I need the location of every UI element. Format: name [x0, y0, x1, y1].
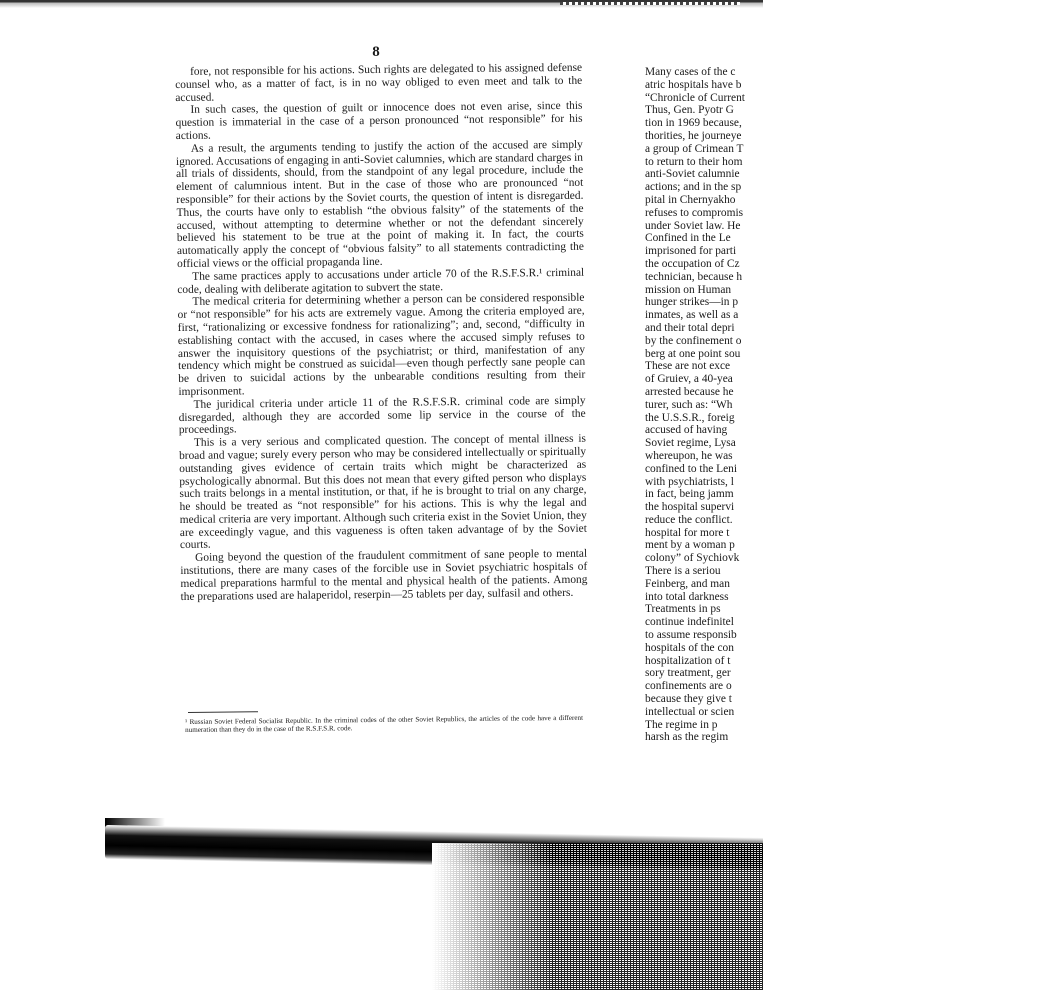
right-column-line: in fact, being jamm: [645, 488, 734, 501]
right-column-line: and their total depri: [645, 321, 735, 334]
paragraph: The juridical criteria under article 11 of the R.S.F.S.R. criminal code are simply disregarded, although they are accorded some lip service in the course of the proceedings.: [178, 394, 586, 437]
paragraph: The same practices apply to accusations under article 70 of the R.S.F.S.R.¹ criminal code, dealing with deliberate agitation to subvert the state.: [177, 266, 585, 296]
right-column-line: ment by a woman p: [645, 539, 735, 552]
right-column-line: whereupon, he was: [645, 449, 733, 462]
right-column-line: reduce the conflict.: [645, 513, 733, 526]
right-column-line: with psychiatrists, l: [645, 475, 734, 488]
scan-top-dots: [560, 2, 740, 5]
right-column-line: technician, because h: [645, 270, 743, 283]
right-column-line: of Gruiev, a 40-yea: [645, 373, 733, 386]
right-column-line: the hospital supervi: [645, 501, 735, 514]
right-column-line: to assume responsib: [645, 629, 737, 642]
right-column-line: actions; and in the sp: [645, 181, 742, 194]
right-column-line: imprisoned for parti: [645, 245, 737, 258]
right-column-line: into total darkness: [645, 590, 729, 603]
right-column-line: accused of having: [645, 424, 728, 437]
footnote: ¹ Russian Soviet Federal Socialist Republic. In the criminal codes of the other Soviet Republics, the articles of the code have a different numeration than they do in the case of the R.S.F.S.R. code.: [185, 713, 584, 734]
page-number: 8: [372, 44, 380, 60]
right-column-line: a group of Crimean T: [645, 142, 744, 155]
right-column-line: turer, such as: “Wh: [645, 398, 733, 411]
right-column-line: Thus, Gen. Pyotr G: [645, 104, 734, 117]
right-column-line: under Soviet law. He: [645, 219, 741, 232]
footnote-divider: [188, 711, 258, 713]
right-column-line: refuses to compromis: [645, 206, 744, 219]
right-column-line: The regime in p: [645, 718, 718, 731]
right-column-line: confinements are o: [645, 680, 732, 693]
right-column-line: colony” of Sychiovk: [645, 552, 740, 565]
right-column-line: arrested because he: [645, 385, 734, 398]
right-column-line: atric hospitals have b: [645, 78, 742, 91]
right-column-line: the occupation of Cz: [645, 257, 740, 270]
right-column-line: because they give t: [645, 693, 732, 706]
right-column-line: by the confinement o: [645, 334, 742, 347]
paragraph: As a result, the arguments tending to justify the action of the accused are simply ignored. Accusations of engaging in anti-Soviet calumnies, which are standard charges in all trials of dissidents, should, from the standpoint of any legal procedure, include the element of calumnious intent. But in the case of those who are pronounced “not responsible” for their actions by the Soviet courts, the question of intent is disregarded. Thus, the courts have only to establish “the obvious falsity” of the statements of the accused, without attempting to determine whether or not the defendant sincerely believed his statement to be true at the point of making it. In fact, the courts automatically apply the concept of “obvious falsity” to all statements contradicting the official views or the official propaganda line.: [175, 138, 584, 270]
right-column-line: hospitalization of t: [645, 654, 731, 667]
right-column-line: continue indefinitel: [645, 616, 734, 629]
paragraph: This is a very serious and complicated question. The concept of mental illness is broad and vague; surely every person who may be considered intellectually or spiritually outstanding gives evidence of certain traits which might be characterized as psychologically abnormal. But this does not mean that every gifted person who displays such traits belongs in a mental institution, or that, if he is brought to trial on any charge, he should be treated as “not responsible” for his actions. This is why the legal and medical criteria are very important. Although such criteria exist in the Soviet Union, they are exceedingly vague, and this vagueness is often taken advantage of by the Soviet courts.: [179, 432, 587, 552]
right-column-line: Soviet regime, Lysa: [645, 437, 736, 450]
right-column-line: There is a seriou: [645, 565, 721, 578]
right-text-column-cropped: [645, 66, 763, 744]
paragraph: fore, not responsible for his actions. Such rights are delegated to his assigned defense counsel who, as a matter of fact, is in no way obliged to even meet and talk to the accused.: [175, 61, 583, 104]
right-column-line: inmates, as well as a: [645, 309, 739, 322]
scan-halftone-fade: [432, 843, 552, 990]
right-column-line: Treatments in ps: [645, 603, 721, 616]
paragraph: In such cases, the question of guilt or innocence does not even arise, since this question is immaterial in the case of a person pronounced “not responsible” for his actions.: [175, 100, 583, 142]
right-column-line: Many cases of the c: [645, 66, 736, 78]
right-column-line: intellectual or scien: [645, 705, 735, 718]
paragraph: Going beyond the question of the fraudulent commitment of sane people to mental institutions, there are many cases of the forcible use in Soviet psychiatric hospitals of medical preparations harmful to the mental and physical health of the patients. Among the preparations used are halaperidol, reserpin—25 tablets per day, sulfasil and others.: [180, 547, 588, 603]
right-column-line: confined to the Leni: [645, 462, 738, 475]
right-column-line: hunger strikes—in p: [645, 296, 739, 309]
right-column-line: “Chronicle of Current: [645, 91, 745, 104]
right-column-line: the U.S.S.R., foreig: [645, 411, 735, 424]
right-column-line: Feinberg, and man: [645, 577, 730, 590]
right-column-line: harsh as the regim: [645, 731, 729, 744]
right-column-line: pital in Chernyakho: [645, 193, 736, 206]
right-column-line: sory treatment, ger: [645, 667, 731, 680]
right-column-line: Confined in the Le: [645, 232, 731, 245]
right-column-line: mission on Human: [645, 283, 732, 296]
right-column-line: These are not exce: [645, 360, 731, 373]
right-column-line: anti-Soviet calumnie: [645, 168, 740, 181]
right-column-lines: [645, 66, 1055, 744]
paragraph: The medical criteria for determining whether a person can be considered responsible or “not responsible” for his acts are extremely vague. Among the criteria employed are, first, “rationalizing or excessive fondness for rationalizing”; and, second, “difficulty in establishing contact with the accused, in cases where the accused simply refuses to answer the inquisitory questions of the psychiatrist; or third, manifestation of any tendency which might be construed as suicidal—even though perfectly sane people can be driven to suicidal actions by the unbearable conditions resulting from their imprisonment.: [177, 292, 586, 398]
right-column-line: hospitals of the con: [645, 641, 734, 654]
right-column-line: berg at one point sou: [645, 347, 741, 360]
right-column-line: hospital for more t: [645, 526, 730, 539]
right-column-line: to return to their hom: [645, 155, 743, 168]
right-column-line: thorities, he journeye: [645, 129, 742, 142]
right-column-line: tion in 1969 because,: [645, 117, 742, 130]
main-text-column: [175, 62, 589, 711]
